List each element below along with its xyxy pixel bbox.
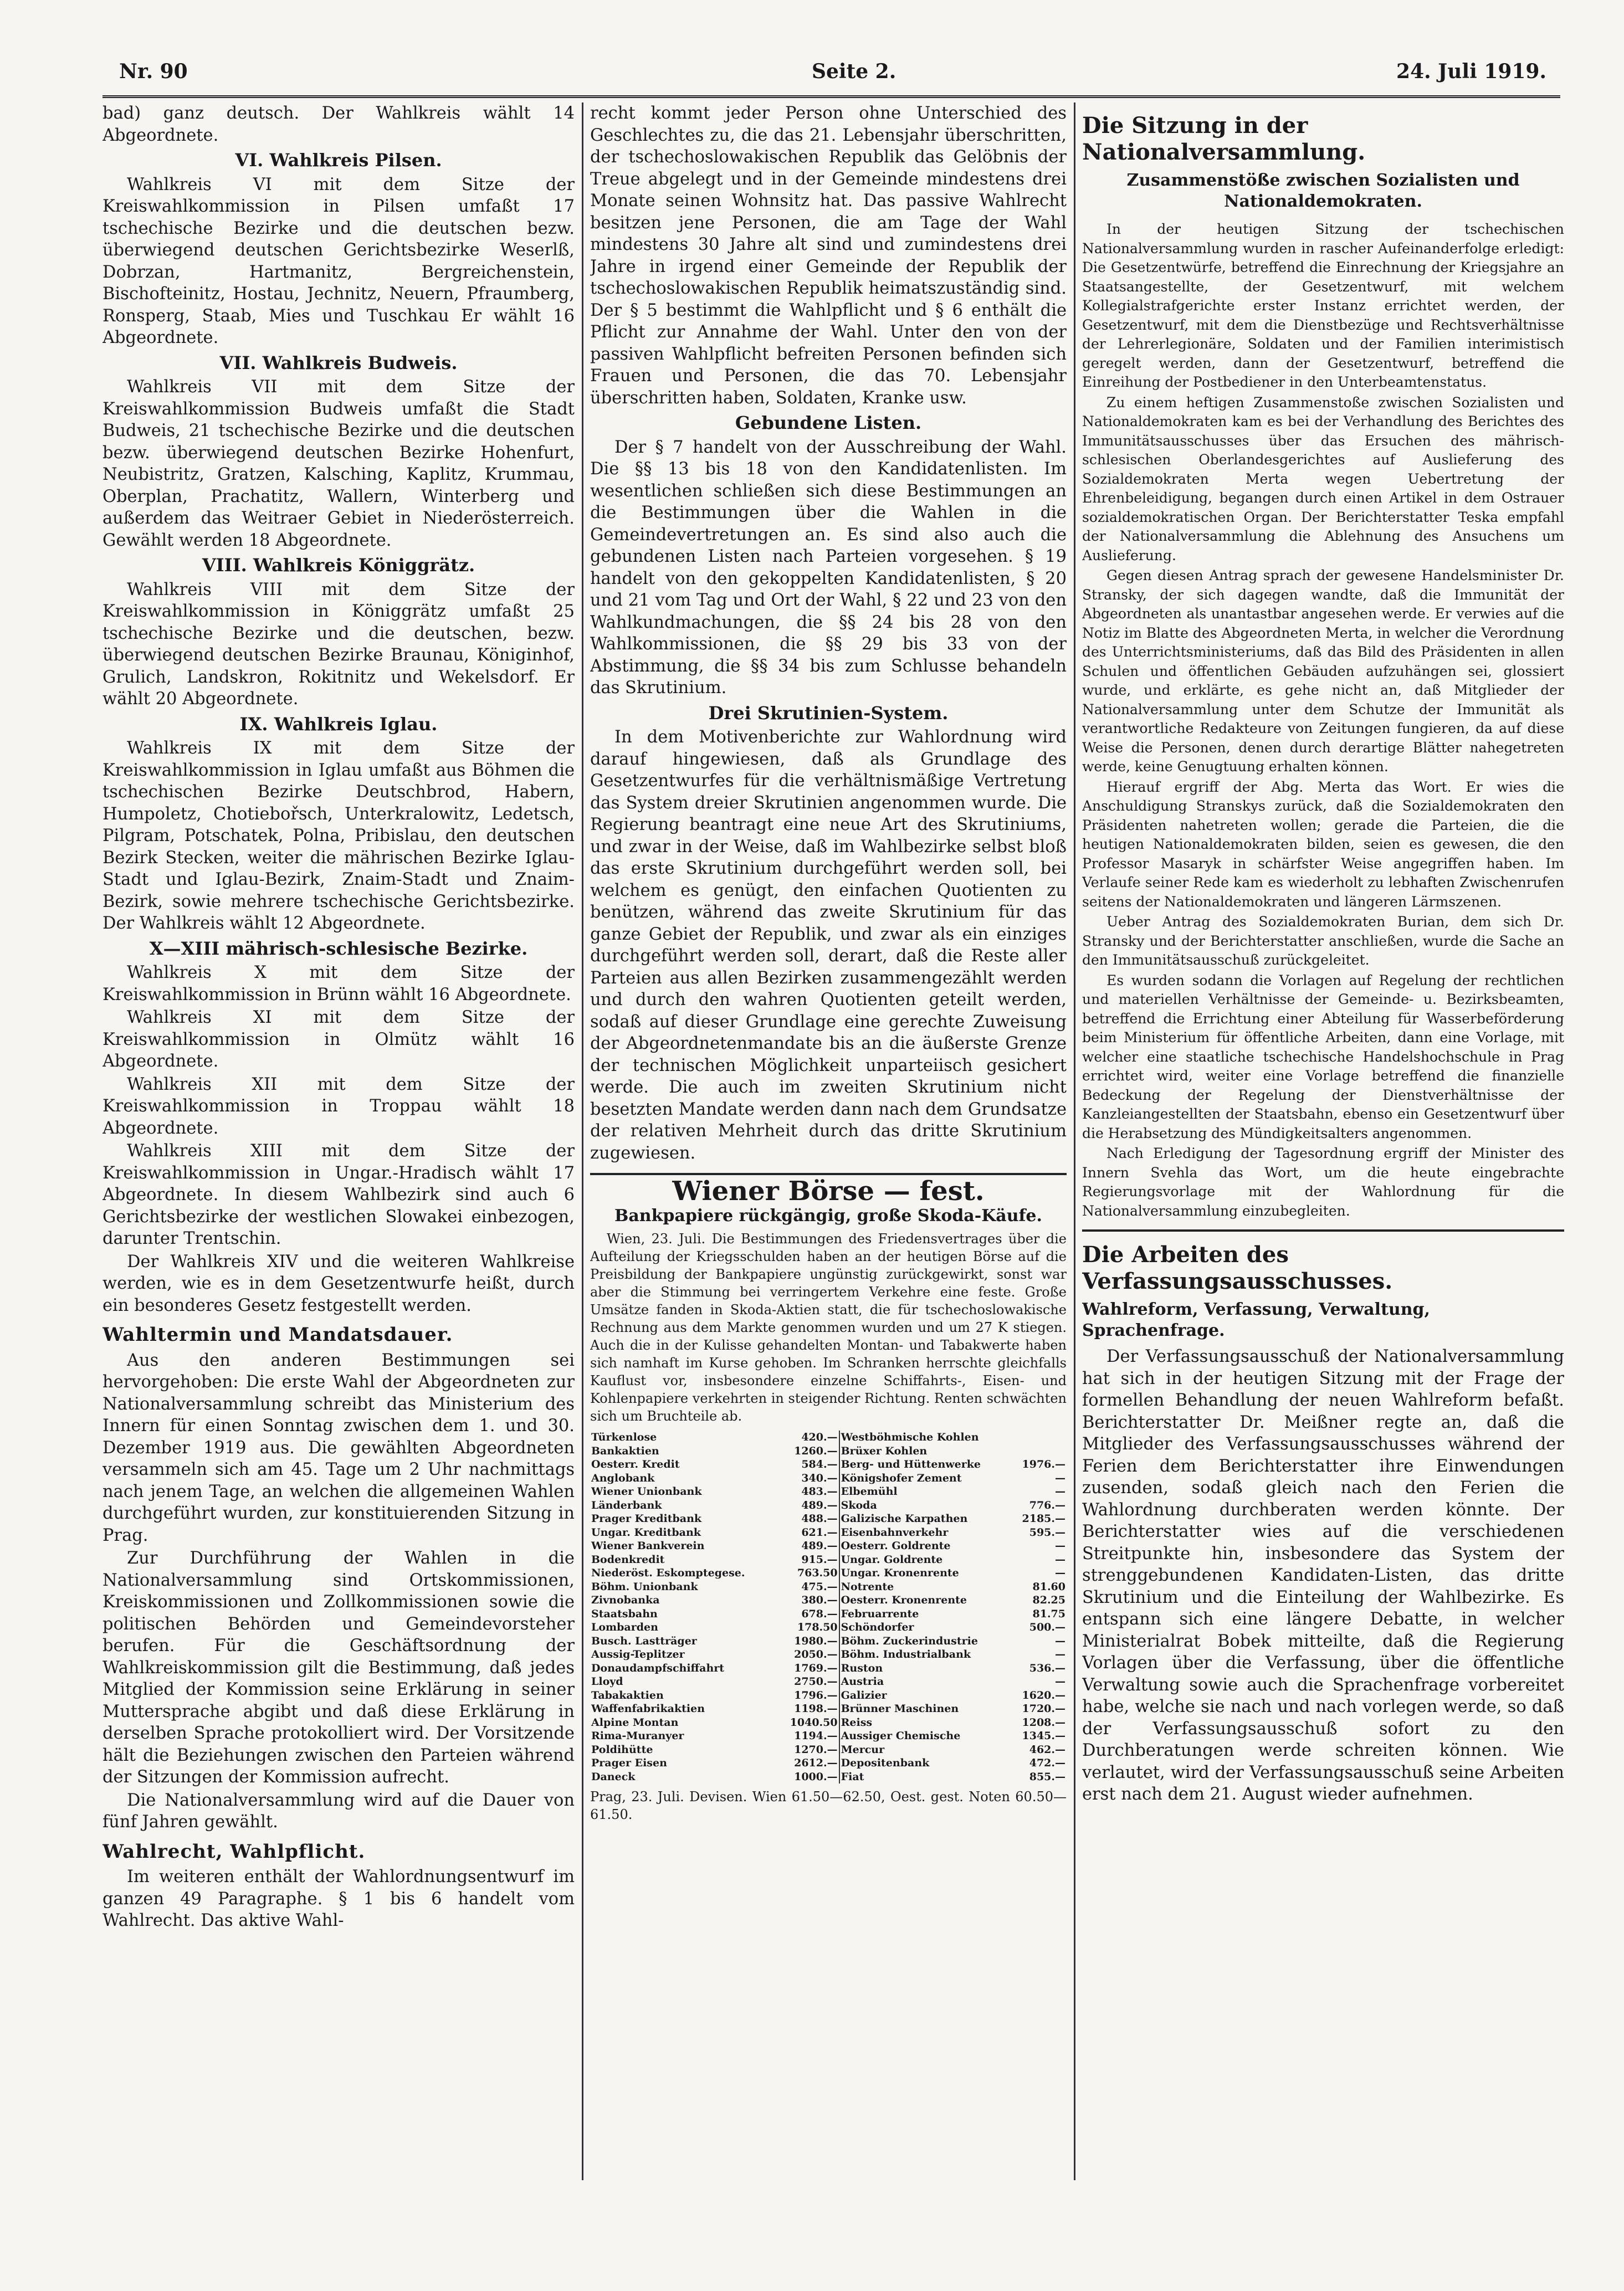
table-cell: Austria: [841, 1675, 884, 1688]
table-cell: 340.—: [778, 1472, 839, 1485]
table-cell: Elbemühl: [841, 1485, 898, 1498]
table-cell: Daneck: [591, 1770, 636, 1783]
table-cell: Lombarden: [591, 1621, 658, 1633]
table-cell: 462.—: [1029, 1743, 1065, 1756]
paragraph: Zu einem heftigen Zusammenstoße zwischen Sozialisten und Nationaldemokraten kam es bei der Verhandlung des Berichtes des Immunitätsausschusses über das Ersuchen des mährisch-schlesischen Oberlandesgerichtes auf Auslieferung des Sozialdemokraten Merta wegen Uebertretung der Ehrenbeleidigung, begangen durch einen Artikel in dem Ostrauer sozialdemokratischen Organ. Der Berichterstatter Teska empfahl der Nationalversammlung die Ablehnung des Ansuchens um Auslieferung.: [1082, 394, 1564, 563]
table-cell: Galizier: [841, 1689, 887, 1701]
table-cell: Prager Kreditbank: [591, 1513, 702, 1525]
table-cell: —: [1055, 1553, 1065, 1566]
table-row: [590, 1716, 1067, 1730]
table-row: [590, 1648, 1067, 1662]
table-row: [590, 1431, 1067, 1444]
section-rule: [590, 1173, 1067, 1175]
section-heading: Wahlrecht, Wahlpflicht.: [103, 1840, 366, 1863]
page-header: [119, 60, 1546, 93]
table-cell: 776.—: [1029, 1499, 1065, 1511]
table-cell: 1000.—: [778, 1770, 839, 1784]
paragraph: Wahlkreis VIII mit dem Sitze der Kreiswahlkommission in Königgrätz umfaßt 25 tschechische Bezirke und die deutschen, bezw. überwiegend deutschen Bezirke Braunau, Königinhof, Grulich, Landskron, Rokitnitz und Wekelsdorf. Er wählt 20 Abgeordnete.: [103, 580, 575, 709]
section-heading: VIII. Wahlkreis Königgrätz.: [202, 555, 475, 576]
table-cell: Depositenbank: [841, 1757, 930, 1769]
section-rule: [1082, 1229, 1564, 1232]
table-row: [590, 1607, 1067, 1621]
table-cell: 475.—: [778, 1580, 839, 1594]
table-cell: Ungar. Goldrente: [841, 1553, 943, 1566]
paragraph: Aus den anderen Bestimmungen sei hervorgehoben: Die erste Wahl der Abgeordneten zur Nationalversammlung schreibt das Ministerium des Innern für einen Sonntag zwischen dem 1. und 30. Dezember 1919 aus. Die gewählten Abgeordneten versammeln sich am 45. Tage um 2 Uhr nachmittags nach jenem Tage, an welchen die allgemeinen Wahlen durchgeführt wurden, zur konstituierenden Sitzung in Prag.: [103, 1350, 575, 1545]
table-row: [590, 1662, 1067, 1675]
table-cell: 81.60: [1032, 1580, 1065, 1593]
table-cell: Aussig-Teplitzer: [591, 1648, 685, 1660]
article-headline: Die Sitzung in der Nationalversammlung.: [1082, 112, 1366, 165]
table-row: [590, 1580, 1067, 1594]
table-row: [590, 1539, 1067, 1553]
table-cell: 1620.—: [1022, 1689, 1065, 1701]
table-row: [590, 1593, 1067, 1607]
paragraph: Hierauf ergriff der Abg. Merta das Wort. Er wies die Anschuldigung Stranskys zurück, daß die Sozialdemokraten den Präsidenten nahetreten wollen; gerade die Parteien, die die heutigen Nationaldemokraten bilden, seien es gewesen, die den Professor Masaryk in schärfster Weise angegriffen haben. Im Verlaufe seiner Rede kam es wiederholt zu lebhaften Zwischenrufen seitens der Nationaldemokraten und längeren Lärmszenen.: [1082, 778, 1564, 910]
boerse-headline: Wiener Börse — fest.: [672, 1176, 985, 1207]
table-cell: 855.—: [1029, 1770, 1065, 1783]
table-cell: 483.—: [778, 1485, 839, 1499]
paragraph: Zur Durchführung der Wahlen in die Nationalversammlung sind Ortskommissionen, Kreiskommissionen und Zollkommissionen sowie die politischen Behörden und Gemeindevorsteher berufen. Für die Geschäftsordnung der Wahlkreiskommission gilt die Bestimmung, daß jedes Mitglied der Kommission seine Erklärung in seiner Muttersprache abgibt und daß diese Erklärung in derselben Sprache protokolliert wird. Der Vorsitzende hält die Beziehungen zwischen den Parteien während der Sitzungen der Kommission aufrecht.: [103, 1549, 575, 1787]
section-heading: VII. Wahlkreis Budweis.: [219, 352, 458, 373]
table-row: [590, 1621, 1067, 1634]
table-cell: 1976.—: [1022, 1458, 1065, 1470]
paragraph: Es wurden sodann die Vorlagen auf Regelung der rechtlichen und materiellen Verhältnisse der Gemeinde- u. Bezirksbeamten, betreffend die Errichtung einer Abteilung für Wasserbeförderung beim Ministerium für öffentliche Arbeiten, dann eine Vorlage, mit welcher eine staatliche tschechische Handelshochschule in Prag errichtet wird, weiter eine Vorlage betreffend die finanzielle Bedeckung der Regelung der Dienstverhältnisse der Kanzleiangestellten der Staatsbahn, ebenso ein Gesetzentwurf über die Herabsetzung des Mündigkeitsalters angenommen.: [1082, 972, 1564, 1141]
paragraph: Nach Erledigung der Tagesordnung ergriff der Minister des Innern Svehla das Wort, um die heute eingebrachte Regierungsvorlage mit der Wahlordnung für die Nationalversammlung einzubegleiten.: [1082, 1145, 1564, 1219]
paragraph: Gegen diesen Antrag sprach der gewesene Handelsminister Dr. Stransky, der sich dagegen wandte, daß die Immunität der Abgeordneten als unantastbar angesehen werde. Er verwies auf die Notiz im Blatte des Abgeordneten Merta, in welcher die Verordnung des Unterrichtsministeriums, daß das Bild des Präsidenten in allen Schulen und öffentlichen Gebäuden aufzuhängen sei, glossiert wurde, und erklärte, es gehe nicht an, daß Mitglieder der Nationalversammlung unter dem Schutze der Immunität als verantwortliche Redakteure von Zeitungen fungieren, da auf diese Weise die Personen, denen durch derartige Blätter nahegetreten werde, keine Genugtuung erhalten können.: [1082, 567, 1564, 775]
table-cell: —: [1055, 1567, 1065, 1579]
paragraph: In der heutigen Sitzung der tschechischen Nationalversammlung wurden in rascher Aufeinanderfolge erledigt: Die Gesetzentwürfe, betreffend die Einrechnung der Kriegsjahre an Staatsangestellte, der Gesetzentwurf, mit welchem Kollegialstrafgerichte erster Instanz errichtet werden, der Gesetzentwurf, mit dem die Dienstbezüge und Rechtsverhältnisse der Lehrerlegionäre, Soldaten und der Familien interimistisch geregelt werden, dann der Gesetzentwurf, betreffend die Einreihung der Postbediener in den Unterbeamtenstatus.: [1082, 221, 1564, 390]
table-cell: Staatsbahn: [591, 1607, 658, 1620]
table-cell: [1011, 1444, 1067, 1458]
table-cell: —: [1055, 1472, 1065, 1484]
article-headline: Die Arbeiten des Verfassungsausschusses.: [1082, 1242, 1393, 1294]
paragraph: Wien, 23. Juli. Die Bestimmungen des Friedensvertrages über die Aufteilung der Kriegsschulden haben an der heutigen Börse auf die Preisbildung der Bankpapiere ungünstig zurückgewirkt, sonst war aber die Stimmung bei verringertem Verkehre eine feste. Große Umsätze fanden in Skoda-Aktien statt, die für tschechoslowakische Rechnung aus dem Markte genommen wurden und um 27 K stiegen. Auch die in der Kulisse gehandelten Montan- und Tabakwerte haben sich namhaft im Kurse gehoben. Im Schranken herrschte gleichfalls Kauflust vor, insbesondere einzelne Schiffahrts-, Eisen- und Kohlenpapiere verkehrten in steigender Richtung. Renten schwächten sich um Bruchteile ab.: [590, 1231, 1067, 1424]
table-cell: Wiener Unionbank: [591, 1485, 702, 1498]
table-row: [590, 1702, 1067, 1716]
table-row: [590, 1485, 1067, 1499]
table-row: [590, 1512, 1067, 1526]
column-divider: [582, 102, 583, 2180]
table-cell: Oesterr. Kronenrente: [841, 1594, 967, 1606]
table-cell: 1796.—: [778, 1689, 839, 1703]
paragraph: bad) ganz deutsch. Der Wahlkreis wählt 14 Abgeordnete.: [103, 104, 575, 145]
table-cell: 81.75: [1032, 1607, 1065, 1620]
paragraph: Ueber Antrag des Sozialdemokraten Burian, dem sich Dr. Stransky und der Berichterstatter anschließen, wurde die Sache an den Immunitätsausschuß zurückgeleitet.: [1082, 914, 1564, 968]
table-cell: Ungar. Kreditbank: [591, 1526, 701, 1539]
table-cell: 1260.—: [778, 1444, 839, 1458]
header-rule: [103, 95, 1560, 98]
section-heading: Wahltermin und Mandatsdauer.: [103, 1324, 453, 1346]
paragraph: Die Nationalversammlung wird auf die Dauer von fünf Jahren gewählt.: [103, 1790, 575, 1832]
table-cell: Prager Eisen: [591, 1757, 667, 1769]
column-1: [103, 102, 575, 2191]
table-cell: 488.—: [778, 1512, 839, 1526]
table-cell: Eisenbahnverkehr: [841, 1526, 949, 1539]
table-row: [590, 1634, 1067, 1648]
table-row: [590, 1553, 1067, 1567]
table-cell: 1270.—: [778, 1743, 839, 1757]
table-cell: 420.—: [778, 1431, 839, 1444]
table-cell: Brüxer Kohlen: [841, 1444, 928, 1457]
paragraph: Im weiteren enthält der Wahlordnungsentwurf im ganzen 49 Paragraphe. § 1 bis 6 handelt vom Wahlrecht. Das aktive Wahl-: [103, 1867, 575, 1930]
table-cell: Mercur: [841, 1743, 885, 1756]
table-cell: 1208.—: [1022, 1716, 1065, 1729]
table-cell: Fiat: [841, 1770, 864, 1783]
table-cell: Westböhmische Kohlen: [841, 1431, 979, 1443]
column-2: [590, 102, 1067, 2191]
table-cell: 2050.—: [778, 1648, 839, 1662]
table-cell: Böhm. Industrialbank: [841, 1648, 971, 1660]
table-cell: Skoda: [841, 1499, 877, 1511]
table-cell: Niederöst. Eskomptegese.: [591, 1567, 745, 1579]
table-row: [590, 1566, 1067, 1580]
table-row: [590, 1444, 1067, 1458]
table-cell: 1198.—: [778, 1702, 839, 1716]
table-cell: Reiss: [841, 1716, 873, 1729]
issue-number: Nr. 90: [119, 60, 188, 83]
paragraph: Der Verfassungsausschuß der Nationalversammlung hat sich in der heutigen Sitzung mit der Frage der formellen Behandlung der neuen Wahlreform befaßt. Berichterstatter Dr. Meißner regte an, daß die Mitglieder des Verfassungsausschusses während der Ferien dem Berichterstatter ihre Einwendungen zusenden, sodaß gleich nach den Ferien die Wahlordnung durchberaten werden könnte. Der Berichterstatter wies auf die verschiedenen Streitpunkte hin, insbesondere das System der strenggebundenen Kandidaten-Listen, das dritte Skrutinium und die Einteilung der Wahlbezirke. Es entspann sich eine längere Debatte, in welcher Ministerialrat Bobek mitteilte, daß die Regierung Vorlagen über die Verfassung, über die öffentliche Verwaltung sowie auch die Sprachenfrage vorbereitet habe, welche sie nach und nach vorlegen werde, so daß der Verfassungsausschuß sofort zu den Durchberatungen werde schreiten können. Wie verlautet, wird der Verfassungsausschuß seine Arbeiten erst nach dem 21. August wieder aufnehmen.: [1082, 1347, 1564, 1804]
boerse-subheadline: Bankpapiere rückgängig, große Skoda-Käufe.: [614, 1206, 1042, 1226]
table-cell: 763.50: [778, 1566, 839, 1580]
table-cell: 82.25: [1032, 1594, 1065, 1606]
table-row: [590, 1675, 1067, 1689]
table-cell: Böhm. Unionbank: [591, 1580, 698, 1593]
stock-quotes-table: [590, 1431, 1067, 1783]
paragraph: Wahlkreis VII mit dem Sitze der Kreiswahlkommission Budweis umfaßt die Stadt Budweis, 21 tschechische Bezirke und die deutschen bezw. überwiegend deutschen Bezirke Hohenfurt, Neubistritz, Gratzen, Kalsching, Kaplitz, Krummau, Oberplan, Prachatitz, Wallern, Winterberg und außerdem das Weitraer Gebiet in Niederösterreich. Gewählt werden 18 Abgeordnete.: [103, 377, 575, 550]
table-cell: 380.—: [778, 1593, 839, 1607]
paragraph: Wahlkreis XII mit dem Sitze der Kreiswahlkommission in Troppau wählt 18 Abgeordnete.: [103, 1074, 575, 1138]
table-row: [590, 1756, 1067, 1770]
table-row: [590, 1499, 1067, 1513]
column-divider: [1074, 102, 1075, 2180]
table-cell: Böhm. Zuckerindustrie: [841, 1634, 978, 1647]
table-cell: —: [1055, 1648, 1065, 1660]
table-cell: Oesterr. Goldrente: [841, 1540, 951, 1552]
section-heading: VI. Wahlkreis Pilsen.: [235, 150, 442, 171]
table-cell: Lloyd: [591, 1675, 623, 1688]
table-cell: 595.—: [1029, 1526, 1065, 1539]
table-cell: Rima-Muranyer: [591, 1730, 684, 1742]
table-cell: 1720.—: [1022, 1703, 1065, 1715]
paragraph: Wahlkreis XI mit dem Sitze der Kreiswahlkommission in Olmütz wählt 16 Abgeordnete.: [103, 1008, 575, 1071]
table-cell: 1194.—: [778, 1729, 839, 1743]
section-heading: X—XIII mährisch-schlesische Bezirke.: [149, 937, 528, 959]
table-row: [590, 1472, 1067, 1485]
table-cell: —: [1055, 1485, 1065, 1498]
table-cell: Länderbank: [591, 1499, 662, 1511]
table-cell: Busch. Lastträger: [591, 1634, 697, 1647]
table-cell: 178.50: [778, 1621, 839, 1634]
devisen-note: Prag, 23. Juli. Devisen. Wien 61.50—62.50, Oest. gest. Noten 60.50—61.50.: [590, 1789, 1067, 1822]
paragraph: recht kommt jeder Person ohne Unterschied des Geschlechtes zu, die das 21. Lebensjahr überschritten, der tschechoslowakischen Republik das Gelöbnis der Treue abgelegt und in der Gemeinde mindestens drei Monate seinen Wohnsitz hat. Das passive Wahlrecht besitzen jene Personen, die am Tage der Wahl mindestens 30 Jahre alt sind und zumindestens drei Jahre in irgend einer Gemeinde der Republik der tschechoslowakischen Republik heimatszuständig sind. Der § 5 bestimmt die Wahlpflicht und § 6 enthält die Pflicht zur Annahme der Wahl. Unter den von der passiven Wahlpflicht befreiten Personen befinden sich Frauen und Personen, die das 70. Lebensjahr überschritten haben, Soldaten, Kranke usw.: [590, 104, 1067, 408]
paragraph: Der Wahlkreis XIV und die weiteren Wahlkreise werden, wie es in dem Gesetzentwurfe heißt, durch ein besonderes Gesetz festgestellt werden.: [103, 1252, 575, 1315]
table-cell: 2612.—: [778, 1756, 839, 1770]
table-cell: [1011, 1431, 1067, 1444]
section-heading: IX. Wahlkreis Iglau.: [239, 713, 438, 735]
table-cell: Brünner Maschinen: [841, 1703, 959, 1715]
paragraph: Der § 7 handelt von der Ausschreibung der Wahl. Die §§ 13 bis 18 von den Kandidatenlisten. Im wesentlichen schließen sich diese Bestimmungen an die Bestimmungen über die Wahlen in die Gemeindevertretungen an. Es sind also auch die gebundenen Listen nach Parteien vorgesehen. § 19 handelt von den gekoppelten Kandidatenlisten, § 20 und 21 vom Tag und Ort der Wahl, § 22 und 23 von den Wahlkundmachungen, die §§ 24 bis 28 von den Wahlkommissionen, die §§ 29 bis 33 von der Abstimmung, die §§ 34 bis zum Schlusse behandeln das Skrutinium.: [590, 437, 1067, 698]
table-cell: Anglobank: [591, 1472, 655, 1484]
table-cell: Oesterr. Kredit: [591, 1458, 680, 1470]
table-cell: —: [1055, 1634, 1065, 1647]
table-cell: Berg- und Hüttenwerke: [841, 1458, 981, 1470]
table-cell: 678.—: [778, 1607, 839, 1621]
table-cell: 489.—: [778, 1539, 839, 1553]
page-number: Seite 2.: [812, 60, 896, 83]
article-subheadline: Wahlreform, Verfassung, Verwaltung, Sprachenfrage.: [1082, 1300, 1430, 1340]
table-cell: Bodenkredit: [591, 1553, 665, 1566]
table-row: [590, 1526, 1067, 1540]
paragraph: Wahlkreis XIII mit dem Sitze der Kreiswahlkommission in Ungar.-Hradisch wählt 17 Abgeordnete. In diesem Wahlbezirk sind auch 6 Gerichtsbezirke der westlichen Slowakei einbezogen, darunter Trentschin.: [103, 1141, 575, 1248]
table-cell: Donaudampfschiffahrt: [591, 1662, 725, 1674]
table-cell: 489.—: [778, 1499, 839, 1513]
table-cell: Türkenlose: [591, 1431, 657, 1443]
column-3: [1082, 102, 1564, 2191]
table-cell: Wiener Bankverein: [591, 1540, 705, 1552]
table-cell: Bankaktien: [591, 1444, 659, 1457]
table-cell: 1769.—: [778, 1662, 839, 1675]
table-cell: Schöndorfer: [841, 1621, 914, 1633]
paragraph: In dem Motivenberichte zur Wahlordnung wird darauf hingewiesen, daß als Grundlage des Gesetzentwurfes für die verhältnismäßige Vertretung das System dreier Skrutinien angenommen wurde. Die Regierung beantragt eine neue Art des Skrutiniums, und zwar in der Weise, daß im Wahlbezirke selbst bloß das erste Skrutinium durchgeführt werden soll, bei welchem es genügt, den einfachen Quotienten zu benützen, während das zweite Skrutinium für das ganze Gebiet der Republik, und zwar als ein einziges durchgeführt werden soll, derart, daß die Reste aller Parteien aus allen Bezirken zusammengezählt werden und durch den wahren Quotienten geteilt werden, sodaß auf dieser Grundlage eine gerechte Zuweisung der Abgeordnetenmandate bis an die äußerste Grenze der technischen Möglichkeit unparteiisch gesichert werde. Die auch im zweiten Skrutinium nicht besetzten Mandate werden dann nach dem Grundsatze der relativen Mehrheit durch das dritte Skrutinium zugewiesen.: [590, 727, 1067, 1163]
table-cell: Galizische Karpathen: [841, 1513, 968, 1525]
paragraph: Wahlkreis VI mit dem Sitze der Kreiswahlkommission in Pilsen umfaßt 17 tschechische Bezirke und die deutschen bezw. überwiegend deutschen Gerichtsbezirke Weserlß, Dobrzan, Hartmanitz, Bergreichenstein, Bischofteinitz, Hostau, Jechnitz, Neuern, Pfraumberg, Ronsperg, Staab, Mies und Tuschkau Er wählt 16 Abgeordnete.: [103, 175, 575, 347]
table-cell: Februarrente: [841, 1607, 919, 1620]
table-cell: —: [1055, 1675, 1065, 1688]
table-cell: Notrente: [841, 1580, 894, 1593]
paragraph: Wahlkreis X mit dem Sitze der Kreiswahlkommission in Brünn wählt 16 Abgeordnete.: [103, 963, 575, 1004]
table-cell: 472.—: [1029, 1757, 1065, 1769]
section-heading: Drei Skrutinien-System.: [708, 702, 949, 724]
table-cell: 536.—: [1029, 1662, 1065, 1674]
issue-date: 24. Juli 1919.: [1396, 60, 1546, 83]
table-row: [590, 1729, 1067, 1743]
table-cell: Ruston: [841, 1662, 883, 1674]
table-cell: 1345.—: [1022, 1730, 1065, 1742]
table-row: [590, 1770, 1067, 1784]
table-cell: Zivnobanka: [591, 1594, 660, 1606]
table-cell: Ungar. Kronenrente: [841, 1567, 959, 1579]
table-cell: —: [1055, 1540, 1065, 1552]
paragraph: Wahlkreis IX mit dem Sitze der Kreiswahlkommission in Iglau umfaßt aus Böhmen die tschechischen Bezirke Deutschbrod, Habern, Humpoletz, Chotiebořsch, Unterkralowitz, Ledetsch, Pilgram, Potschatek, Polna, Pribislau, den deutschen Bezirk Stecken, weiter die mährischen Bezirke Iglau-Stadt und Iglau-Bezirk, Znaim-Stadt und Znaim-Bezirk, sowie mehrere tschechische Gerichtsbezirke. Der Wahlkreis wählt 12 Abgeordnete.: [103, 739, 575, 933]
table-cell: 584.—: [778, 1458, 839, 1472]
table-cell: 2750.—: [778, 1675, 839, 1689]
table-cell: Waffenfabrikaktien: [591, 1703, 705, 1715]
table-cell: 1040.50: [778, 1716, 839, 1730]
table-cell: 621.—: [778, 1526, 839, 1540]
table-row: [590, 1458, 1067, 1472]
table-cell: Aussiger Chemische: [841, 1730, 961, 1742]
table-row: [590, 1689, 1067, 1703]
table-cell: 915.—: [778, 1553, 839, 1567]
section-heading: Gebundene Listen.: [735, 412, 922, 433]
table-cell: 2185.—: [1022, 1513, 1065, 1525]
article-subheadline: Zusammenstöße zwischen Sozialisten und Nationaldemokraten.: [1126, 171, 1520, 211]
table-cell: 1980.—: [778, 1634, 839, 1648]
table-cell: 500.—: [1029, 1621, 1065, 1633]
table-cell: Poldihütte: [591, 1743, 653, 1756]
table-cell: Tabakaktien: [591, 1689, 664, 1701]
table-cell: Alpine Montan: [591, 1716, 679, 1729]
table-row: [590, 1743, 1067, 1757]
table-cell: Königshofer Zement: [841, 1472, 962, 1484]
